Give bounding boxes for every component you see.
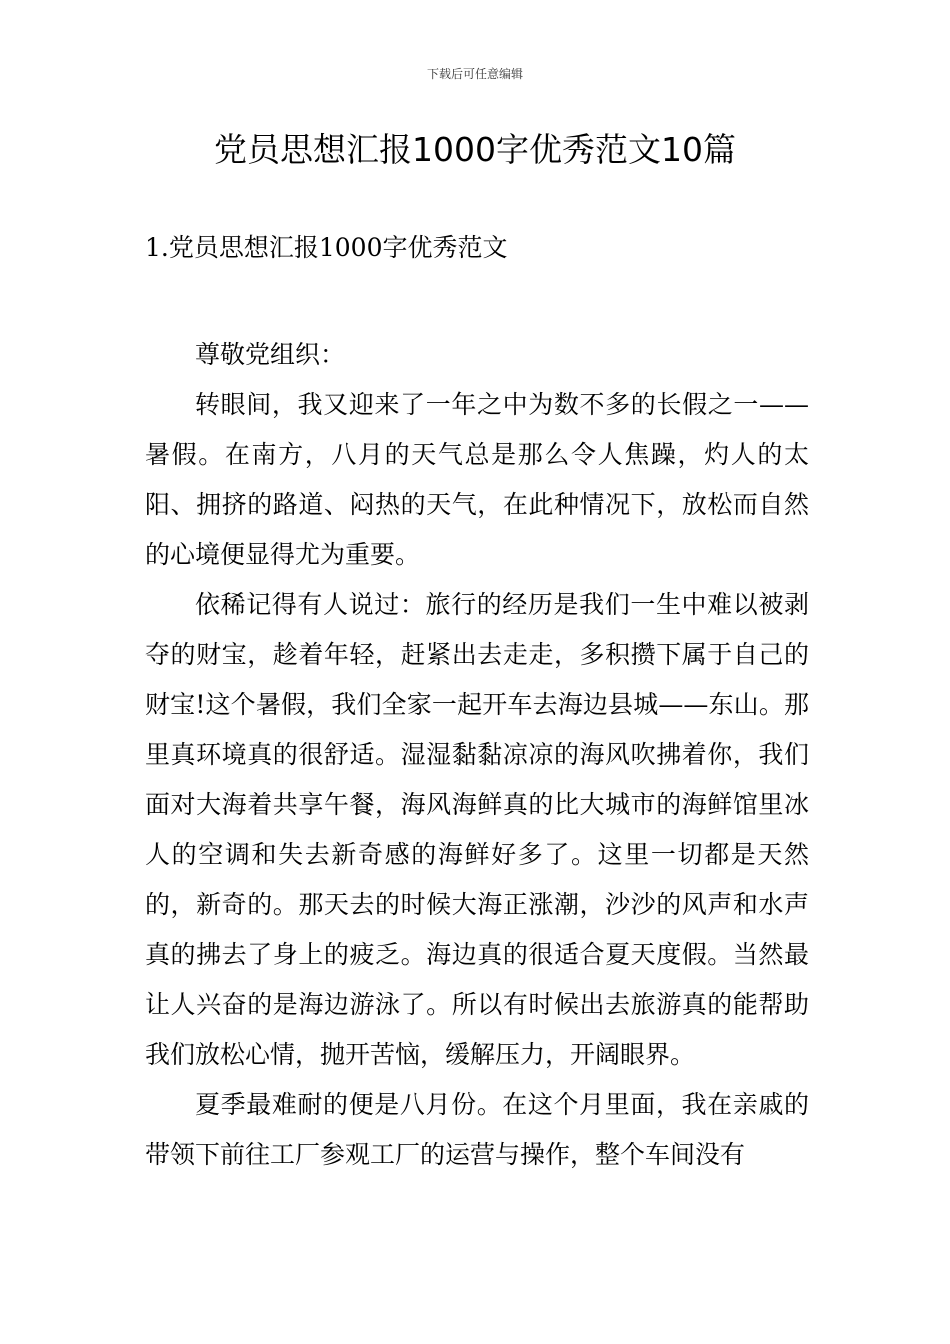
paragraph: 转眼间，我又迎来了一年之中为数不多的长假之一——暑假。在南方，八月的天气总是那么令人焦躁，灼人的太阳、拥挤的路道、闷热的天气，在此种情况下，放松而自然的心境便显得尤为重要。 — [145, 390, 809, 569]
document-body — [145, 330, 809, 1180]
header-note: 下载后可任意编辑 — [426, 67, 523, 81]
paragraph: 依稀记得有人说过：旅行的经历是我们一生中难以被剥夺的财宝，趁着年轻，赶紧出去走走，多积攒下属于自己的财宝!这个暑假，我们全家一起开车去海边县城——东山。那里真环境真的很舒适。湿湿黏黏凉凉的海风吹拂着你，我们面对大海着共享午餐，海风海鲜真的比大城市的海鲜馆里冰人的空调和失去新奇感的海鲜好多了。这里一切都是天然的，新奇的。那天去的时候大海正涨潮，沙沙的风声和水声真的拂去了身上的疲乏。海边真的很适合夏天度假。当然最让人兴奋的是海边游泳了。所以有时候出去旅游真的能帮助我们放松心情，抛开苦恼，缓解压力，开阔眼界。 — [145, 590, 809, 1069]
salutation: 尊敬党组织： — [195, 340, 346, 369]
document-title: 党员思想汇报1000字优秀范文10篇 — [214, 130, 736, 169]
paragraph: 夏季最难耐的便是八月份。在这个月里面，我在亲戚的带领下前往工厂参观工厂的运营与操作，整个车间没有 — [145, 1090, 809, 1169]
section-heading: 1.党员思想汇报1000字优秀范文 — [145, 233, 508, 262]
